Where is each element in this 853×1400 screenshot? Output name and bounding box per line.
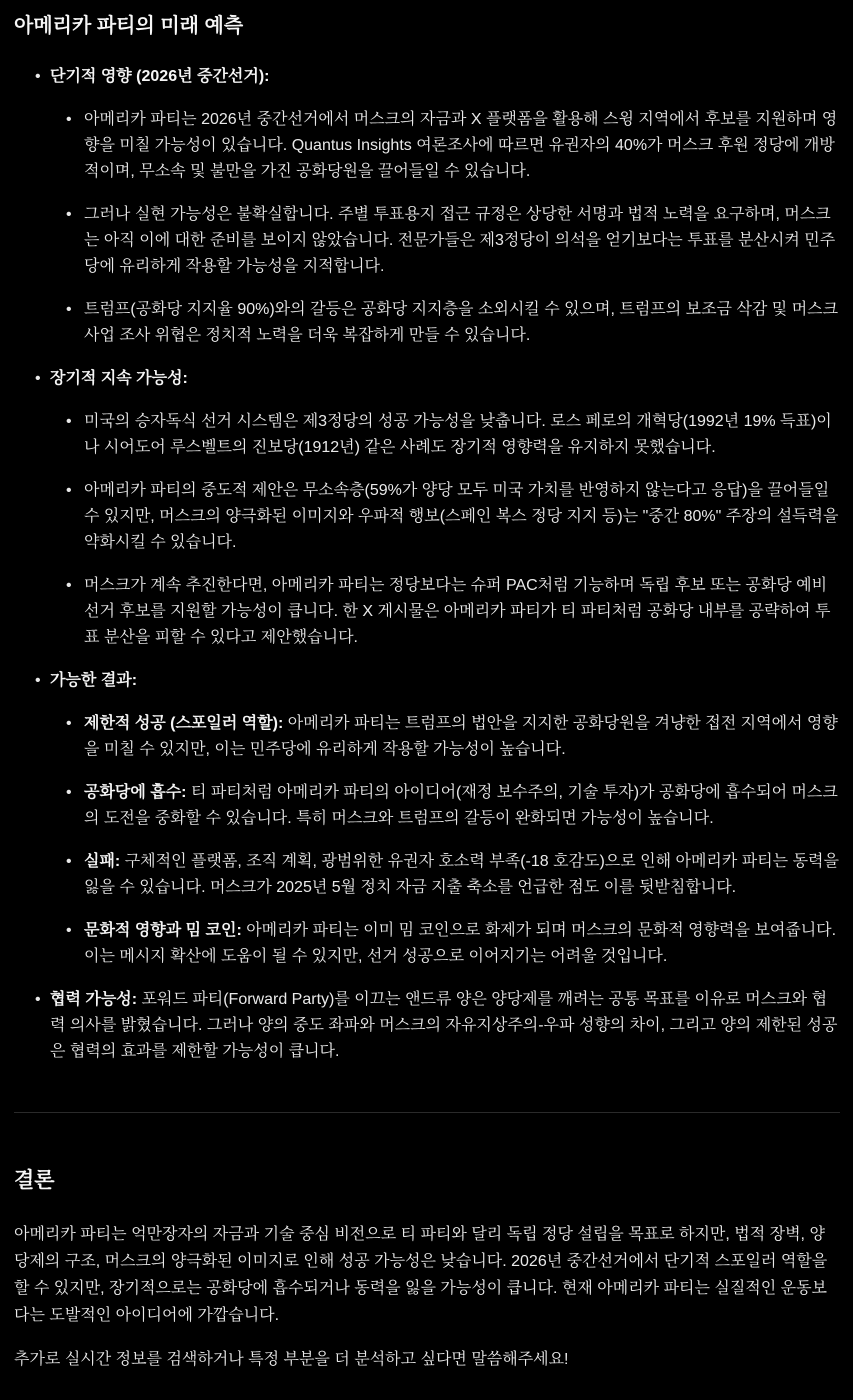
list-item-text: 아메리카 파티는 2026년 중간선거에서 머스크의 자금과 X 플랫폼을 활용해 스윙 지역에서 후보를 지원하며 영향을 미칠 가능성이 있습니다. Quantus Insights 여론조사에 따르면 유권자의 40%가 머스크 후원 정당에 개방적이며, 무소속 및 불만을 가진 공화당원을 끌어들일 수 있습니다. [84, 111, 838, 180]
list-item-short-term-impact [14, 64, 840, 349]
sub-list-outcomes [50, 711, 840, 970]
list-item-text: 미국의 승자독식 선거 시스템은 제3정당의 성공 가능성을 낮춥니다. 로스 페로의 개혁당(1992년 19% 득표)이나 시어도어 루스벨트의 진보당(1912년) 같은 사례도 장기적 영향력을 유지하지 못했습니다. [84, 413, 832, 456]
list-item [50, 573, 840, 651]
list-item-long-term-sustainability [14, 366, 840, 651]
list-item-label: 공화당에 흡수: [84, 784, 187, 801]
list-item-text: 구체적인 플랫폼, 조직 계획, 광범위한 유권자 호소력 부족(-18 호감도)으로 인해 아메리카 파티는 동력을 잃을 수 있습니다. 머스크가 2025년 5월 정치 자금 지출 축소를 언급한 점도 이를 뒷받침합니다. [84, 853, 839, 896]
page-title: 아메리카 파티의 미래 예측 [14, 15, 244, 37]
list-item-text: 아메리카 파티는 이미 밈 코인으로 화제가 되며 머스크의 문화적 영향력을 보여줍니다. 이는 메시지 확산에 도움이 될 수 있지만, 선거 성공으로 이어지기는 어려울 것입니다. [84, 922, 837, 965]
list-item-label: 협력 가능성: [50, 991, 138, 1008]
list-item-label: 가능한 결과: [50, 672, 138, 689]
list-item [50, 780, 840, 832]
list-item-text: 티 파티처럼 아메리카 파티의 아이디어(재정 보수주의, 기술 투자)가 공화당에 흡수되어 머스크의 도전을 중화할 수 있습니다. 특히 머스크와 트럼프의 갈등이 완화되면 가능성이 높습니다. [84, 784, 838, 827]
conclusion-paragraph: 아메리카 파티는 억만장자의 자금과 기술 중심 비전으로 티 파티와 달리 독립 정당 설립을 목표로 하지만, 법적 장벽, 양당제의 구조, 머스크의 양극화된 이미지로 인해 성공 가능성은 낮습니다. 2026년 중간선거에서 단기적 스포일러 역할을 할 수 있지만, 장기적으로는 공화당에 흡수되거나 동력을 잃을 가능성이 큽니다. 현재 아메리카 파티는 실질적인 운동보다는 도발적인 아이디어에 가깝습니다. [14, 1226, 828, 1324]
list-item [50, 711, 840, 763]
list-item-text: 아메리카 파티의 중도적 제안은 무소속층(59%가 양당 모두 미국 가치를 반영하지 않는다고 응답)을 끌어들일 수 있지만, 머스크의 양극화된 이미지와 우파적 행보(스페인 복스 정당 지지 등)는 "중간 80%" 주장의 설득력을 약화시킬 수 있습니다. [84, 482, 839, 551]
list-item [50, 202, 840, 280]
list-item [50, 918, 840, 970]
sub-list-long-term [50, 409, 840, 651]
list-item-text: 포워드 파티(Forward Party)를 이끄는 앤드류 양은 양당제를 깨려는 공통 목표를 이유로 머스크와 협력 의사를 밝혔습니다. 그러나 양의 중도 좌파와 머스크의 자유지상주의-우파 성향의 차이, 그리고 양의 제한된 성공은 협력의 효과를 제한할 가능성이 큽니다. [50, 991, 838, 1060]
list-item-label: 장기적 지속 가능성: [50, 370, 188, 387]
closing-prompt: 추가로 실시간 정보를 검색하거나 특정 부분을 더 분석하고 싶다면 말씀해주세요! [14, 1351, 569, 1368]
section-divider [14, 1112, 840, 1113]
list-item-label: 실패: [84, 853, 121, 870]
sub-list-short-term [50, 107, 840, 349]
conclusion-heading: 결론 [14, 1169, 55, 1192]
list-item-cooperation-possibility [14, 987, 840, 1065]
list-item [50, 297, 840, 349]
list-item-possible-outcomes [14, 668, 840, 970]
list-item-label: 제한적 성공 (스포일러 역할): [84, 715, 284, 732]
list-item-text: 머스크가 계속 추진한다면, 아메리카 파티는 정당보다는 슈퍼 PAC처럼 기능하며 독립 후보 또는 공화당 예비선거 후보를 지원할 가능성이 큽니다. 한 X 게시물은 아메리카 파티가 티 파티처럼 공화당 내부를 공략하여 투표 분산을 피할 수 있다고 제안했습니다. [84, 577, 831, 646]
list-item-text: 아메리카 파티는 트럼프의 법안을 지지한 공화당원을 겨냥한 접전 지역에서 영향을 미칠 수 있지만, 이는 민주당에 유리하게 작용할 가능성이 높습니다. [84, 715, 838, 758]
list-item [50, 409, 840, 461]
outline-list [14, 64, 840, 1065]
list-item-text: 트럼프(공화당 지지율 90%)와의 갈등은 공화당 지지층을 소외시킬 수 있으며, 트럼프의 보조금 삭감 및 머스크 사업 조사 위협은 정치적 노력을 더욱 복잡하게 만들 수 있습니다. [84, 301, 839, 344]
list-item-label: 단기적 영향 (2026년 중간선거): [50, 68, 270, 85]
list-item [50, 478, 840, 556]
list-item-label: 문화적 영향과 밈 코인: [84, 922, 242, 939]
list-item-text: 그러나 실현 가능성은 불확실합니다. 주별 투표용지 접근 규정은 상당한 서명과 법적 노력을 요구하며, 머스크는 아직 이에 대한 준비를 보이지 않았습니다. 전문가들은 제3정당이 의석을 얻기보다는 투표를 분산시켜 민주당에 유리하게 작용할 가능성을 지적합니다. [84, 206, 836, 275]
list-item [50, 107, 840, 185]
list-item [50, 849, 840, 901]
